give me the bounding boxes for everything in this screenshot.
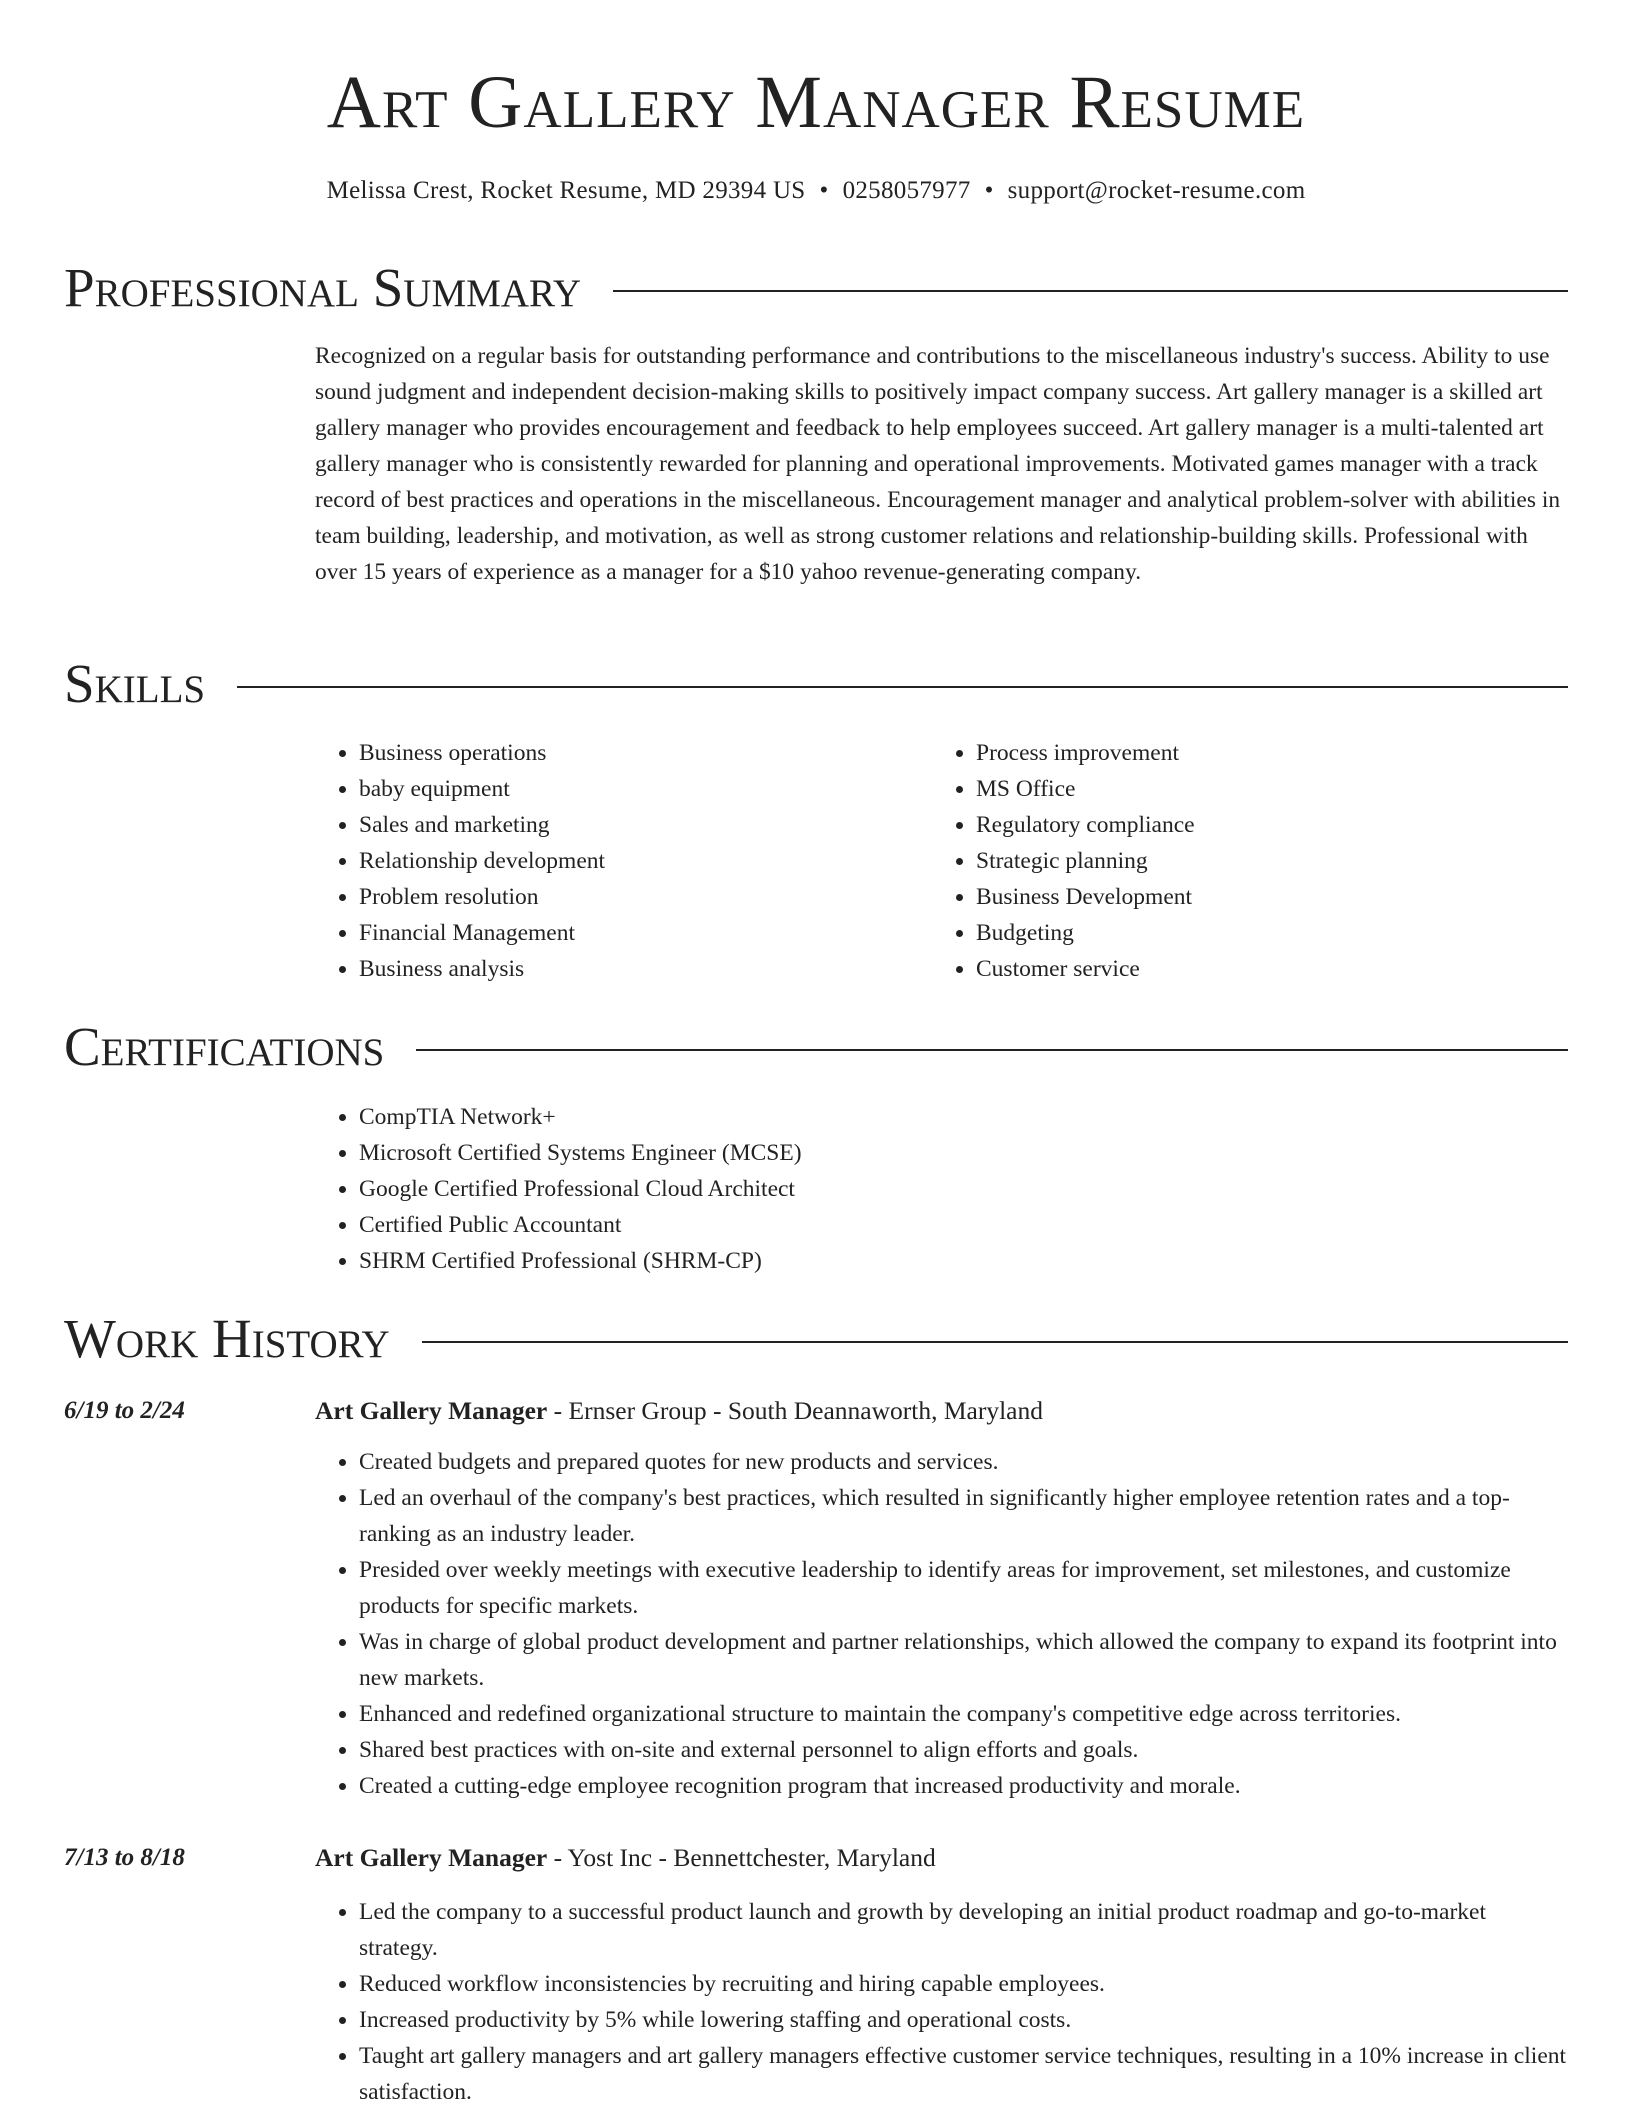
job-bullet: • Enhanced and redefined organizational structure to maintain the company's competitive edge across territories.: [359, 1696, 1569, 1732]
skills-column-right: [932, 735, 1492, 987]
skill-item: • MS Office: [976, 771, 1492, 807]
skill-item: • Business Development: [976, 879, 1492, 915]
job-bullet: • Taught art gallery managers and art gallery managers effective customer service techniques, resulting in a 10% increase in client satisfaction.: [359, 2038, 1569, 2110]
summary-heading: Professional Summary: [64, 257, 582, 318]
skill-item: • Business operations: [359, 735, 875, 771]
certification-item: • Microsoft Certified Systems Engineer (MCSE): [359, 1135, 1215, 1171]
certification-item: • Google Certified Professional Cloud Architect: [359, 1171, 1215, 1207]
job-bullet: • Increased productivity by 5% while lowering staffing and operational costs.: [359, 2002, 1569, 2038]
job-bullets: [315, 1894, 1569, 2110]
job-dates: 6/19 to 2/24: [64, 1397, 185, 1424]
job-bullet: • Led an overhaul of the company's best practices, which resulted in significantly higher employee retention rates and a top-ranking as an industry leader.: [359, 1480, 1569, 1552]
contact-separator: •: [984, 177, 994, 204]
skill-item: • Strategic planning: [976, 843, 1492, 879]
contact-email: support@rocket-resume.com: [1007, 177, 1306, 204]
summary-text: Recognized on a regular basis for outstanding performance and contributions to the miscellaneous industry's success. Ability to use sound judgment and independent decision-making skills to positively impact company success. Art gallery manager is a skilled art gallery manager who provides encouragement and feedback to help employees succeed. Art gallery manager is a multi-talented art gallery manager who is consistently rewarded for planning and operational improvements. Motivated games manager with a track record of best practices and operations in the miscellaneous. Encouragement manager and analytical problem-solver with abilities in team building, leadership, and motivation, as well as strong customer relations and relationship-building skills. Professional with over 15 years of experience as a manager for a $10 yahoo revenue-generating company.: [315, 343, 1561, 585]
work-history-section-heading: [64, 1307, 1568, 1371]
skill-item: • Financial Management: [359, 915, 875, 951]
skills-column-left: [315, 735, 875, 987]
section-divider: [422, 1341, 1568, 1343]
certifications-list: [315, 1099, 1215, 1279]
skill-item: • Budgeting: [976, 915, 1492, 951]
summary-section-heading: [64, 256, 1568, 320]
job-company-location: - Yost Inc - Bennettchester, Maryland: [547, 1843, 936, 1872]
skill-item: • Customer service: [976, 951, 1492, 987]
skill-item: • Relationship development: [359, 843, 875, 879]
job-dates: 7/13 to 8/18: [64, 1844, 185, 1871]
job-company-location: - Ernser Group - South Deannaworth, Maryland: [547, 1396, 1043, 1425]
job-bullets: [315, 1444, 1569, 1804]
certifications-heading: Certifications: [64, 1016, 385, 1077]
job-bullet: • Presided over weekly meetings with executive leadership to identify areas for improvement, set milestones, and customize products for specific markets.: [359, 1552, 1569, 1624]
resume-title: Art Gallery Manager Resume: [326, 61, 1306, 144]
job-bullet: • Reduced workflow inconsistencies by recruiting and hiring capable employees.: [359, 1966, 1569, 2002]
job-bullet: • Was in charge of global product development and partner relationships, which allowed the company to expand its footprint into new markets.: [359, 1624, 1569, 1696]
job-bullet: • Led the company to a successful product launch and growth by developing an initial product roadmap and go-to-market strategy.: [359, 1894, 1569, 1966]
contact-separator: •: [819, 177, 829, 204]
certification-item: • Certified Public Accountant: [359, 1207, 1215, 1243]
certification-item: • CompTIA Network+: [359, 1099, 1215, 1135]
section-divider: [237, 686, 1568, 688]
skill-item: • Problem resolution: [359, 879, 875, 915]
skills-heading: Skills: [64, 653, 206, 714]
job-header: [315, 1393, 1569, 1429]
skill-item: • baby equipment: [359, 771, 875, 807]
certifications-section-heading: [64, 1015, 1568, 1079]
contact-line: [0, 175, 1632, 207]
job-header: [315, 1840, 1569, 1876]
section-divider: [613, 290, 1568, 292]
skill-item: • Sales and marketing: [359, 807, 875, 843]
skill-item: • Business analysis: [359, 951, 875, 987]
work-history-heading: Work History: [64, 1308, 390, 1369]
contact-phone: 0258057977: [842, 177, 971, 204]
job-title: Art Gallery Manager: [315, 1843, 548, 1872]
skill-item: • Regulatory compliance: [976, 807, 1492, 843]
section-divider: [416, 1049, 1568, 1051]
job-title: Art Gallery Manager: [315, 1396, 548, 1425]
skill-item: • Process improvement: [976, 735, 1492, 771]
job-bullet: • Shared best practices with on-site and external personnel to align efforts and goals.: [359, 1732, 1569, 1768]
certification-item: • SHRM Certified Professional (SHRM-CP): [359, 1243, 1215, 1279]
skills-section-heading: [64, 652, 1568, 716]
contact-address: Melissa Crest, Rocket Resume, MD 29394 US: [326, 177, 806, 204]
job-bullet: • Created a cutting-edge employee recognition program that increased productivity and morale.: [359, 1768, 1569, 1804]
job-bullet: • Created budgets and prepared quotes for new products and services.: [359, 1444, 1569, 1480]
